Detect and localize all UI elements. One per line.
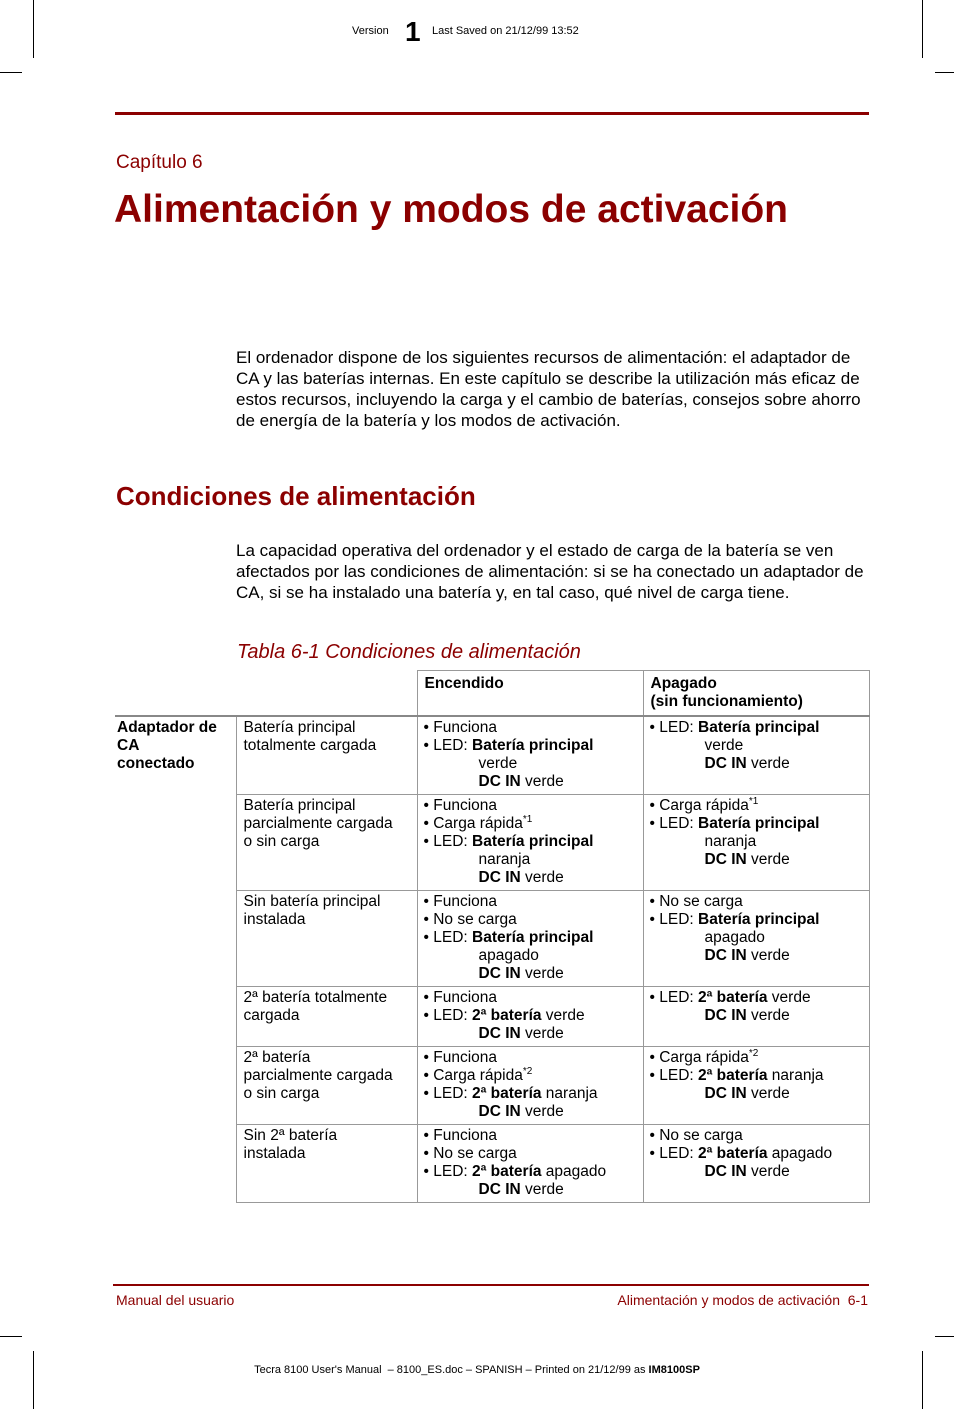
crop-mark xyxy=(33,1351,34,1409)
table-header-row xyxy=(115,671,869,717)
crop-mark xyxy=(0,72,22,73)
top-rule xyxy=(115,112,869,115)
page-title: Alimentación y modos de activación xyxy=(114,188,789,231)
power-conditions-table xyxy=(115,670,870,1203)
print-info-text: Tecra 8100 User's Manual – 8100_ES.doc – SPANISH – Printed on 21/12/99 as xyxy=(254,1364,649,1376)
on-cell: • Funciona • No se carga • LED: 2ª batería apagado DC IN verde xyxy=(417,1125,643,1203)
footer-page-ref: Alimentación y modos de activación 6-1 xyxy=(617,1292,868,1308)
on-cell: • Funciona • Carga rápida$^{*1}$ • LED: Batería principal naranja DC IN verde xyxy=(417,795,643,891)
footer-manual-title: Manual del usuario xyxy=(116,1292,235,1308)
condition-cell: Batería principal parcialmente cargada o sin carga xyxy=(236,795,417,891)
off-cell: • LED: 2ª batería verde DC IN verde xyxy=(643,987,869,1047)
version-number: 1 xyxy=(405,16,421,47)
chapter-label: Capítulo 6 xyxy=(116,152,203,173)
on-cell: • Funciona • Carga rápida$^{*2}$ • LED: 2ª batería naranja DC IN verde xyxy=(417,1047,643,1125)
crop-mark xyxy=(935,72,954,73)
row-header-adapter: Adaptador de CA conectado xyxy=(115,716,236,1203)
print-info xyxy=(0,1364,954,1376)
condition-cell: Sin 2ª batería instalada xyxy=(236,1125,417,1203)
off-cell: • No se carga • LED: Batería principal apagado DC IN verde xyxy=(643,891,869,987)
section-paragraph: La capacidad operativa del ordenador y el estado de carga de la batería se ven afectados por las condiciones de alimentación: si se ha conectado un adaptador de CA, si se ha instalado una batería y, en tal caso, qué nivel de carga tiene. xyxy=(236,541,864,602)
condition-cell: Sin batería principal instalada xyxy=(236,891,417,987)
version-header xyxy=(0,16,954,50)
off-cell: • Carga rápida$^{*2}$ • LED: 2ª batería naranja DC IN verde xyxy=(643,1047,869,1125)
table-row xyxy=(115,716,869,795)
footer-rule xyxy=(113,1284,869,1286)
on-cell: • Funciona • LED: Batería principal verde DC IN verde xyxy=(417,716,643,795)
condition-cell: Batería principal totalmente cargada xyxy=(236,716,417,795)
condition-cell: 2ª batería totalmente cargada xyxy=(236,987,417,1047)
print-info-code: IM8100SP xyxy=(648,1364,700,1376)
section-heading: Condiciones de alimentación xyxy=(116,481,476,511)
last-saved: Last Saved on 21/12/99 13:52 xyxy=(432,25,579,37)
off-cell: • No se carga • LED: 2ª batería apagado DC IN verde xyxy=(643,1125,869,1203)
on-cell: • Funciona • LED: 2ª batería verde DC IN verde xyxy=(417,987,643,1047)
intro-paragraph: El ordenador dispone de los siguientes recursos de alimentación: el adaptador de CA y las baterías internas. En este capítulo se describe la utilización más eficaz de estos recursos, incluyendo la carga y el cambio de baterías, consejos sobre ahorro de energía de la batería y los modos de activación. xyxy=(236,348,861,430)
column-header-off: Apagado (sin funcionamiento) xyxy=(643,671,869,717)
crop-mark xyxy=(922,1351,923,1409)
crop-mark xyxy=(0,1336,22,1337)
condition-cell: 2ª batería parcialmente cargada o sin carga xyxy=(236,1047,417,1125)
column-header-on: Encendido xyxy=(417,671,643,717)
table-caption: Tabla 6-1 Condiciones de alimentación xyxy=(237,641,581,663)
off-cell: • Carga rápida$^{*1}$ • LED: Batería principal naranja DC IN verde xyxy=(643,795,869,891)
version-label: Version xyxy=(352,25,389,37)
off-cell: • LED: Batería principal verde DC IN verde xyxy=(643,716,869,795)
on-cell: • Funciona • No se carga • LED: Batería principal apagado DC IN verde xyxy=(417,891,643,987)
crop-mark xyxy=(935,1336,954,1337)
